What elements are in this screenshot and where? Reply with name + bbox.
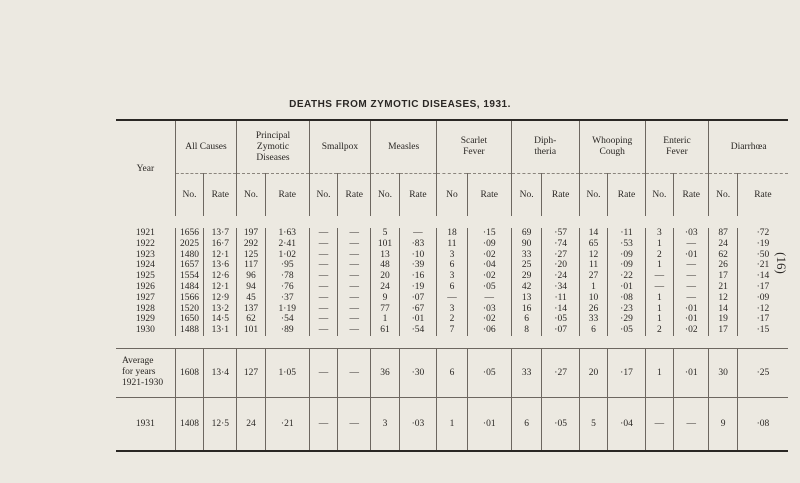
table-cell: 61 <box>371 325 400 336</box>
table-cell: 26 <box>579 304 608 315</box>
table-cell: 1484 <box>175 282 204 293</box>
table-cell: 24 <box>371 282 400 293</box>
table-cell: 1 <box>579 282 608 293</box>
table-row <box>116 293 788 304</box>
table-cell: — <box>674 271 709 282</box>
table-cell: — <box>309 271 338 282</box>
average-label: Average for years 1921-1930 <box>122 356 164 389</box>
table-cell: — <box>674 239 709 250</box>
table-cell: 2 <box>645 325 674 336</box>
table-cell: — <box>338 228 371 239</box>
table-cell: 1656 <box>175 228 204 239</box>
table-cell: 14 <box>579 228 608 239</box>
table-cell: ·01 <box>674 250 709 261</box>
table-cell: 7 <box>437 325 468 336</box>
table-row <box>116 260 788 271</box>
group-header: Diarrhœa <box>709 121 788 174</box>
table-cell: ·54 <box>399 325 436 336</box>
table-cell: ·17 <box>737 314 788 325</box>
table-cell: 1 <box>645 304 674 315</box>
table-cell: ·25 <box>737 349 788 398</box>
sub-header: Rate <box>265 174 309 217</box>
table-row <box>116 228 788 239</box>
table-cell: 62 <box>237 314 266 325</box>
table-cell: ·78 <box>265 271 309 282</box>
table-cell: ·54 <box>265 314 309 325</box>
group-header: Whooping Cough <box>579 121 645 174</box>
table-cell: 69 <box>511 228 542 239</box>
table-cell: ·01 <box>674 349 709 398</box>
table-cell: ·53 <box>608 239 645 250</box>
table-cell: 1608 <box>175 349 204 398</box>
table-cell: 12 <box>579 250 608 261</box>
year-cell: 1924 <box>135 260 155 271</box>
table-cell: 1·63 <box>265 228 309 239</box>
table-cell: 6 <box>511 398 542 450</box>
table-cell: — <box>338 282 371 293</box>
table-cell: 14 <box>709 304 738 315</box>
table-cell: 12·1 <box>204 250 237 261</box>
group-header: Enteric Fever <box>645 121 709 174</box>
table-cell: ·09 <box>467 239 511 250</box>
table-cell: — <box>645 271 674 282</box>
table-row <box>116 314 788 325</box>
table-cell: 1·05 <box>265 349 309 398</box>
sub-header: Rate <box>542 174 579 217</box>
table-cell: ·02 <box>467 250 511 261</box>
table-cell: — <box>338 239 371 250</box>
table-cell: 10 <box>579 293 608 304</box>
table-cell: ·30 <box>399 349 436 398</box>
table-cell: ·02 <box>467 271 511 282</box>
table-cell: 30 <box>709 349 738 398</box>
year-column-header: Year <box>136 163 155 174</box>
table-cell: 1 <box>371 314 400 325</box>
table-cell: 12·5 <box>204 398 237 450</box>
table-cell: ·83 <box>399 239 436 250</box>
table-cell: ·76 <box>265 282 309 293</box>
table-cell: ·05 <box>467 349 511 398</box>
table-cell: 6 <box>579 325 608 336</box>
table-cell: ·11 <box>542 293 579 304</box>
table-cell: 9 <box>709 398 738 450</box>
sub-header: No <box>437 174 468 217</box>
table-cell: 48 <box>371 260 400 271</box>
table-cell: — <box>309 314 338 325</box>
table-cell: ·03 <box>674 228 709 239</box>
table-cell: ·09 <box>737 293 788 304</box>
sub-header: Rate <box>674 174 709 217</box>
table-cell: ·15 <box>737 325 788 336</box>
table-cell: 2·41 <box>265 239 309 250</box>
table-cell: — <box>309 398 338 450</box>
table-cell: 27 <box>579 271 608 282</box>
table-cell: 1 <box>645 239 674 250</box>
table-cell: 77 <box>371 304 400 315</box>
table-cell: 13·6 <box>204 260 237 271</box>
table-cell: ·16 <box>399 271 436 282</box>
table-cell: 6 <box>437 282 468 293</box>
table-cell: 19 <box>709 314 738 325</box>
table-cell: 13·4 <box>204 349 237 398</box>
table-cell: ·67 <box>399 304 436 315</box>
table-cell: ·07 <box>542 325 579 336</box>
table-cell: ·34 <box>542 282 579 293</box>
table-cell: 1657 <box>175 260 204 271</box>
table-cell: ·09 <box>608 250 645 261</box>
table-cell: — <box>338 250 371 261</box>
table-cell: — <box>309 349 338 398</box>
table-cell: — <box>338 260 371 271</box>
table-cell: 1488 <box>175 325 204 336</box>
table-cell: ·03 <box>399 398 436 450</box>
table-cell: 1408 <box>175 398 204 450</box>
table-cell: 45 <box>237 293 266 304</box>
table-cell: 13·1 <box>204 325 237 336</box>
table-cell: 24 <box>237 398 266 450</box>
table-cell: ·09 <box>608 260 645 271</box>
table-cell: — <box>645 282 674 293</box>
table-cell: 94 <box>237 282 266 293</box>
sub-header: Rate <box>338 174 371 217</box>
table-cell: ·03 <box>467 304 511 315</box>
group-header: Measles <box>371 121 437 174</box>
table-cell: — <box>338 314 371 325</box>
table-cell: 1·19 <box>265 304 309 315</box>
table-cell: ·39 <box>399 260 436 271</box>
sub-header: No. <box>309 174 338 217</box>
table-cell: 90 <box>511 239 542 250</box>
table-cell: ·21 <box>737 260 788 271</box>
table-row <box>116 239 788 250</box>
table-cell: 3 <box>645 228 674 239</box>
table-cell: 13 <box>371 250 400 261</box>
table-cell: ·08 <box>608 293 645 304</box>
sub-header: No. <box>371 174 400 217</box>
table-cell: ·89 <box>265 325 309 336</box>
table-cell: ·08 <box>737 398 788 450</box>
group-header: Smallpox <box>309 121 370 174</box>
table-cell: ·05 <box>608 325 645 336</box>
table-cell: 29 <box>511 271 542 282</box>
table-cell: 3 <box>437 271 468 282</box>
table-row <box>116 250 788 261</box>
table-cell: ·11 <box>608 228 645 239</box>
table-cell: — <box>309 260 338 271</box>
sub-header: No. <box>237 174 266 217</box>
table-cell: 1566 <box>175 293 204 304</box>
table-cell: 33 <box>511 250 542 261</box>
table-cell: 1 <box>645 260 674 271</box>
table-cell: ·27 <box>542 349 579 398</box>
table-cell: ·14 <box>737 271 788 282</box>
table-cell: ·50 <box>737 250 788 261</box>
table-cell: 6 <box>437 349 468 398</box>
table-cell: — <box>674 282 709 293</box>
table-cell: ·01 <box>674 304 709 315</box>
table-cell: — <box>309 282 338 293</box>
year-cell: 1922 <box>135 238 155 249</box>
table-cell: 96 <box>237 271 266 282</box>
table-row <box>116 282 788 293</box>
table-row <box>116 304 788 315</box>
group-header: Scarlet Fever <box>437 121 512 174</box>
table-cell: ·04 <box>608 398 645 450</box>
table-cell: ·02 <box>467 314 511 325</box>
table-cell: 12 <box>709 293 738 304</box>
table-cell: — <box>399 228 436 239</box>
table-cell: 6 <box>437 260 468 271</box>
table-cell: 87 <box>709 228 738 239</box>
table-cell: 101 <box>371 239 400 250</box>
year-cell <box>116 349 175 398</box>
table-cell: ·12 <box>737 304 788 315</box>
table-cell: 292 <box>237 239 266 250</box>
table-cell: ·72 <box>737 228 788 239</box>
table-cell: ·22 <box>608 271 645 282</box>
table-cell: 3 <box>371 398 400 450</box>
table-cell: 42 <box>511 282 542 293</box>
table-cell: ·21 <box>265 398 309 450</box>
table-cell: 1 <box>645 314 674 325</box>
table-cell: — <box>309 304 338 315</box>
table-cell: ·27 <box>542 250 579 261</box>
table-cell: 26 <box>709 260 738 271</box>
table-cell: ·10 <box>399 250 436 261</box>
table-cell: 5 <box>371 228 400 239</box>
table-cell: 13·2 <box>204 304 237 315</box>
table-cell: 21 <box>709 282 738 293</box>
table-cell: 12·1 <box>204 282 237 293</box>
table-cell: ·19 <box>737 239 788 250</box>
table-cell: 36 <box>371 349 400 398</box>
table-cell: 1 <box>645 349 674 398</box>
zymotic-deaths-table <box>116 119 788 452</box>
table-cell: ·02 <box>674 325 709 336</box>
table-cell: 24 <box>709 239 738 250</box>
table-cell: 14·5 <box>204 314 237 325</box>
table-cell: — <box>309 293 338 304</box>
year-cell: 1926 <box>135 281 155 292</box>
table-cell: ·15 <box>467 228 511 239</box>
table-cell: ·29 <box>608 314 645 325</box>
table-cell: ·17 <box>608 349 645 398</box>
table-cell: 33 <box>579 314 608 325</box>
table-cell: 12·6 <box>204 271 237 282</box>
table-cell: — <box>309 239 338 250</box>
table-cell: 101 <box>237 325 266 336</box>
table-cell: 1480 <box>175 250 204 261</box>
table-cell: 65 <box>579 239 608 250</box>
table-cell: 5 <box>579 398 608 450</box>
table-cell: ·37 <box>265 293 309 304</box>
year-cell: 1929 <box>135 314 155 325</box>
table-cell: 125 <box>237 250 266 261</box>
table-cell: 11 <box>437 239 468 250</box>
table-cell: — <box>338 293 371 304</box>
table-cell: 1 <box>645 293 674 304</box>
table-cell: 20 <box>371 271 400 282</box>
table-cell: 2025 <box>175 239 204 250</box>
table-cell: ·01 <box>467 398 511 450</box>
table-cell: 1650 <box>175 314 204 325</box>
table-cell: 13 <box>511 293 542 304</box>
table-cell: — <box>674 293 709 304</box>
year-cell: 1930 <box>135 325 155 336</box>
year-cell: 1921 <box>135 228 155 238</box>
table-cell: ·19 <box>399 282 436 293</box>
table-cell: 62 <box>709 250 738 261</box>
table-cell: — <box>338 271 371 282</box>
group-header: All Causes <box>175 121 236 174</box>
sub-header: No. <box>709 174 738 217</box>
table-row <box>116 349 788 398</box>
year-cell: 1928 <box>135 303 155 314</box>
table-cell: 1520 <box>175 304 204 315</box>
table-cell: ·04 <box>467 260 511 271</box>
year-cell: 1925 <box>135 271 155 282</box>
table-cell: ·17 <box>737 282 788 293</box>
table-cell: 17 <box>709 271 738 282</box>
year-cell: 1923 <box>135 249 155 260</box>
table-cell: 3 <box>437 250 468 261</box>
table-cell: ·95 <box>265 260 309 271</box>
table-cell: 1·02 <box>265 250 309 261</box>
table-row <box>116 325 788 336</box>
table-cell: — <box>338 398 371 450</box>
table-cell: 13·7 <box>204 228 237 239</box>
sub-header: No. <box>511 174 542 217</box>
table-cell: — <box>674 398 709 450</box>
table-cell: ·06 <box>467 325 511 336</box>
table-cell: ·07 <box>399 293 436 304</box>
table-cell: 17 <box>709 325 738 336</box>
table-cell: 33 <box>511 349 542 398</box>
table-cell: ·74 <box>542 239 579 250</box>
table-cell: — <box>309 325 338 336</box>
table-cell: — <box>467 293 511 304</box>
table-cell: — <box>674 260 709 271</box>
table-cell: ·01 <box>399 314 436 325</box>
year-cell: 1927 <box>135 292 155 303</box>
table-cell: 1554 <box>175 271 204 282</box>
sub-header: No. <box>579 174 608 217</box>
table-cell: — <box>338 325 371 336</box>
table-cell: 11 <box>579 260 608 271</box>
table-cell: 9 <box>371 293 400 304</box>
sub-header: Rate <box>608 174 645 217</box>
table-cell: 197 <box>237 228 266 239</box>
table-cell: 1 <box>437 398 468 450</box>
table-cell: 6 <box>511 314 542 325</box>
table-cell: ·01 <box>674 314 709 325</box>
table-cell: — <box>309 250 338 261</box>
sub-header: Rate <box>737 174 788 217</box>
table-cell: — <box>309 228 338 239</box>
sub-header: No. <box>645 174 674 217</box>
year-cell: 1931 <box>135 418 155 429</box>
table-cell: ·14 <box>542 304 579 315</box>
table-cell: 127 <box>237 349 266 398</box>
table-title: DEATHS FROM ZYMOTIC DISEASES, 1931. <box>289 99 511 110</box>
table-cell: 117 <box>237 260 266 271</box>
table-cell: 2 <box>437 314 468 325</box>
table-cell: ·01 <box>608 282 645 293</box>
table-cell: — <box>437 293 468 304</box>
sub-header: Rate <box>399 174 436 217</box>
sub-header: Rate <box>204 174 237 217</box>
group-header: Principal Zymotic Diseases <box>237 121 309 174</box>
table-row <box>116 398 788 450</box>
table-cell: 2 <box>645 250 674 261</box>
table-cell: 20 <box>579 349 608 398</box>
table-cell: ·05 <box>542 398 579 450</box>
table-cell: — <box>338 304 371 315</box>
table-cell: 18 <box>437 228 468 239</box>
table-cell: ·23 <box>608 304 645 315</box>
sub-header: No. <box>175 174 204 217</box>
table-row <box>116 271 788 282</box>
table-cell: ·05 <box>467 282 511 293</box>
table-cell: ·24 <box>542 271 579 282</box>
table-cell: 8 <box>511 325 542 336</box>
table-cell: ·20 <box>542 260 579 271</box>
table-cell: 137 <box>237 304 266 315</box>
group-header: Diph- theria <box>511 121 579 174</box>
table-cell: — <box>645 398 674 450</box>
table-cell: ·57 <box>542 228 579 239</box>
page-number: (16) <box>773 252 789 274</box>
table-cell: 12·9 <box>204 293 237 304</box>
table-cell: — <box>338 349 371 398</box>
table-cell: 16 <box>511 304 542 315</box>
table-cell: ·05 <box>542 314 579 325</box>
table-cell: 16·7 <box>204 239 237 250</box>
table-cell: 25 <box>511 260 542 271</box>
sub-header: Rate <box>467 174 511 217</box>
table-cell: 3 <box>437 304 468 315</box>
